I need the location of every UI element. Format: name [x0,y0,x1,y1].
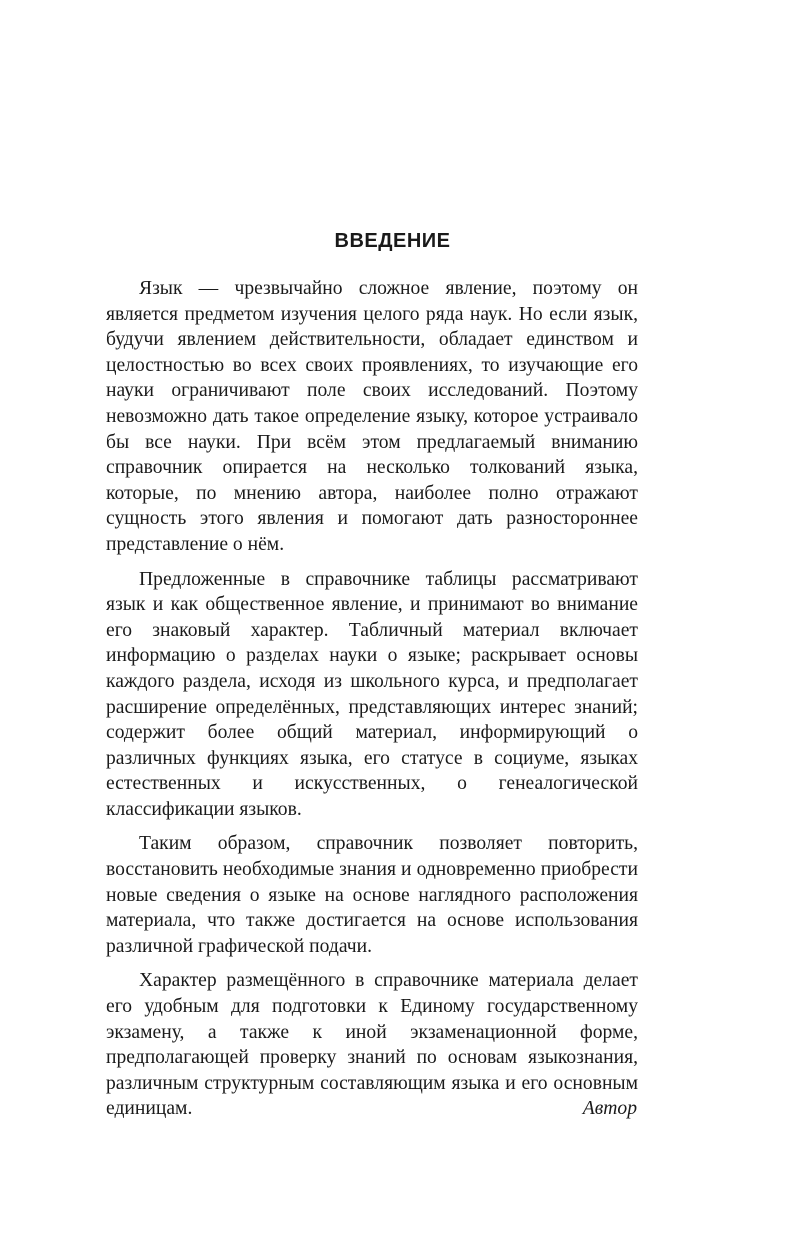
paragraph-4: Характер размещённого в справочнике материала делает его удобным для подготовки к Единому государственному экзамену, а также к иной экзаменационной форме, предполагающей проверку знаний по основам языкознания, различным структурным составляющим языка и его основным единицам. [106,970,638,1120]
paragraph-1: Язык — чрезвычайно сложное явление, поэтому он является предметом изучения целого ряда наук. Но если язык, будучи явлением действительности, обладает единством и целостностью во всех своих проявлениях, то изучающие его науки ограничивают поле своих исследований. Поэтому невозможно дать такое определение языку, которое устраивало бы все науки. При всём этом предлагаемый вниманию справочник опирается на несколько толкований языка, которые, по мнению автора, наиболее полно отражают сущность этого явления и помогают дать разностороннее представление о нём. [106,278,638,555]
paragraph-2: Предложенные в справочнике таблицы рассматривают язык и как общественное явление, и принимают во внимание его знаковый характер. Табличный материал включает информацию о разделах науки о языке; раскрывает основы каждого раздела, исходя из школьного курса, и предполагает расширение определённых, представляющих интерес знаний; содержит более общий материал, информирующий о различных функциях языка, его статусе в социуме, языках естественных и искусственных, о генеалогической классификации языков. [106,568,638,820]
paragraph-3: Таким образом, справочник позволяет повторить, восстановить необходимые знания и одновременно приобрести новые сведения о языке на основе наглядного расположения материала, что также достигается на основе использования различной графической подачи. [106,833,638,957]
body-text [106,276,638,1131]
author-signature: Автор [582,1098,637,1119]
page-title: ВВЕДЕНИЕ [334,230,451,252]
